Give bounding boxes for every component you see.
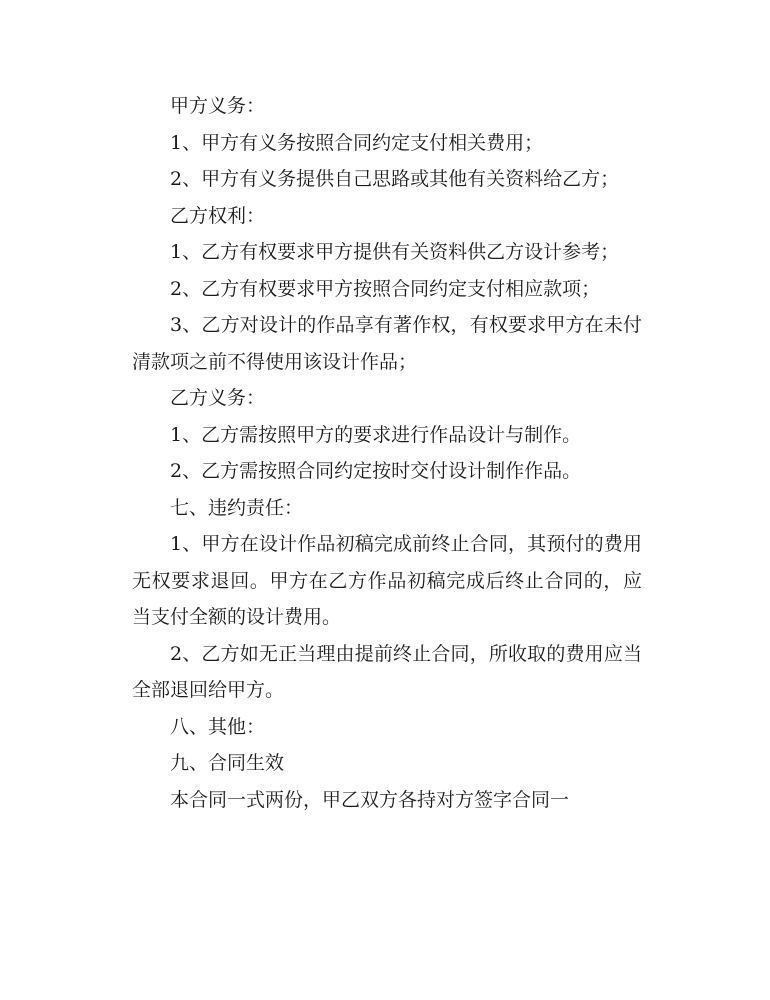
paragraph: 1、乙方有权要求甲方提供有关资料供乙方设计参考； <box>170 241 620 263</box>
section-heading-contract-effect: 九、合同生效 <box>170 752 285 774</box>
paragraph-party-b-rights-heading: 乙方权利： <box>170 204 266 227</box>
paragraph: 1、乙方需按照甲方的要求进行作品设计与制作。 <box>170 423 582 446</box>
paragraph: 1、甲方在设计作品初稿完成前终止合同，其预付的费用无权要求退回。甲方在乙方作品初稿完成后终止合同的，应当支付全额的设计费用。 <box>132 533 642 628</box>
section-heading-breach-liability: 七、违约责任： <box>170 496 304 519</box>
paragraph: 2、乙方有权要求甲方按照合同约定支付相应款项； <box>170 277 601 300</box>
paragraph: 2、乙方需按照合同约定按时交付设计制作作品。 <box>170 460 582 482</box>
paragraph-party-a-obligations-heading: 甲方义务： <box>170 95 266 117</box>
paragraph: 2、甲方有义务提供自己思路或其他有关资料给乙方； <box>170 168 620 190</box>
paragraph: 2、乙方如无正当理由提前终止合同，所收取的费用应当全部退回给甲方。 <box>132 642 642 701</box>
paragraph: 本合同一式两份，甲乙双方各持对方签字合同一 <box>170 788 570 811</box>
paragraph-party-b-obligations-heading: 乙方义务： <box>170 387 266 409</box>
paragraph: 1、甲方有义务按照合同约定支付相关费用； <box>170 131 544 154</box>
paragraph: 3、乙方对设计的作品享有著作权，有权要求甲方在未付清款项之前不得使用该设计作品； <box>132 314 642 373</box>
document-body <box>132 88 642 818</box>
section-heading-other: 八、其他： <box>170 715 266 738</box>
